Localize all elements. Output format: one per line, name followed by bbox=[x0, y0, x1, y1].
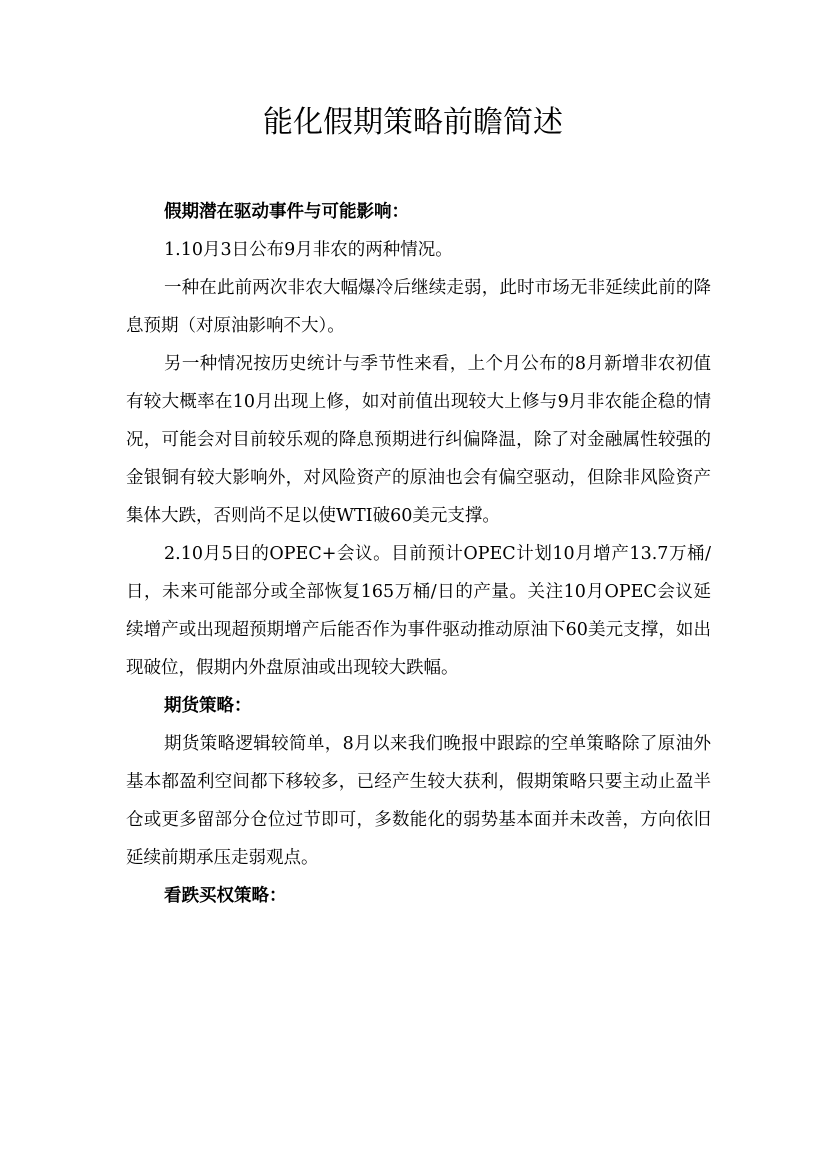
section-heading-futures: 期货策略： bbox=[164, 696, 252, 716]
document-body bbox=[126, 193, 711, 915]
section-heading-drivers: 假期潜在驱动事件与可能影响： bbox=[164, 202, 409, 222]
paragraph-nfp-scenario-revision: 另一种情况按历史统计与季节性来看，上个月公布的8月新增非农初值有较大概率在10月出现上修，如对前值出现较大上修与9月非农能企稳的情况，可能会对目前较乐观的降息预期进行纠偏降温，除了对金融属性较强的金银铜有较大影响外，对风险资产的原油也会有偏空驱动，但除非风险资产集体大跌，否则尚不足以使WTI破60美元支撑。 bbox=[126, 354, 711, 526]
paragraph-nfp-scenario-weak: 一种在此前两次非农大幅爆冷后继续走弱，此时市场无非延续此前的降息预期（对原油影响不大）。 bbox=[126, 278, 711, 336]
paragraph-futures-strategy: 期货策略逻辑较简单，8月以来我们晚报中跟踪的空单策略除了原油外基本都盈利空间都下移较多，已经产生较大获利，假期策略只要主动止盈半仓或更多留部分仓位过节即可，多数能化的弱势基本面并未改善，方向依旧延续前期承压走弱观点。 bbox=[126, 734, 711, 868]
section-heading-put-options: 看跌买权策略： bbox=[164, 886, 287, 906]
paragraph-opec-meeting: 2.10月5日的OPEC+会议。目前预计OPEC计划10月增产13.7万桶/日，未来可能部分或全部恢复165万桶/日的产量。关注10月OPEC会议延续增产或出现超预期增产后能否作为事件驱动推动原油下60美元支撑，如出现破位，假期内外盘原油或出现较大跌幅。 bbox=[126, 544, 711, 678]
page-title: 能化假期策略前瞻简述 bbox=[263, 105, 563, 140]
paragraph-nfp-intro: 1.10月3日公布9月非农的两种情况。 bbox=[164, 240, 453, 260]
